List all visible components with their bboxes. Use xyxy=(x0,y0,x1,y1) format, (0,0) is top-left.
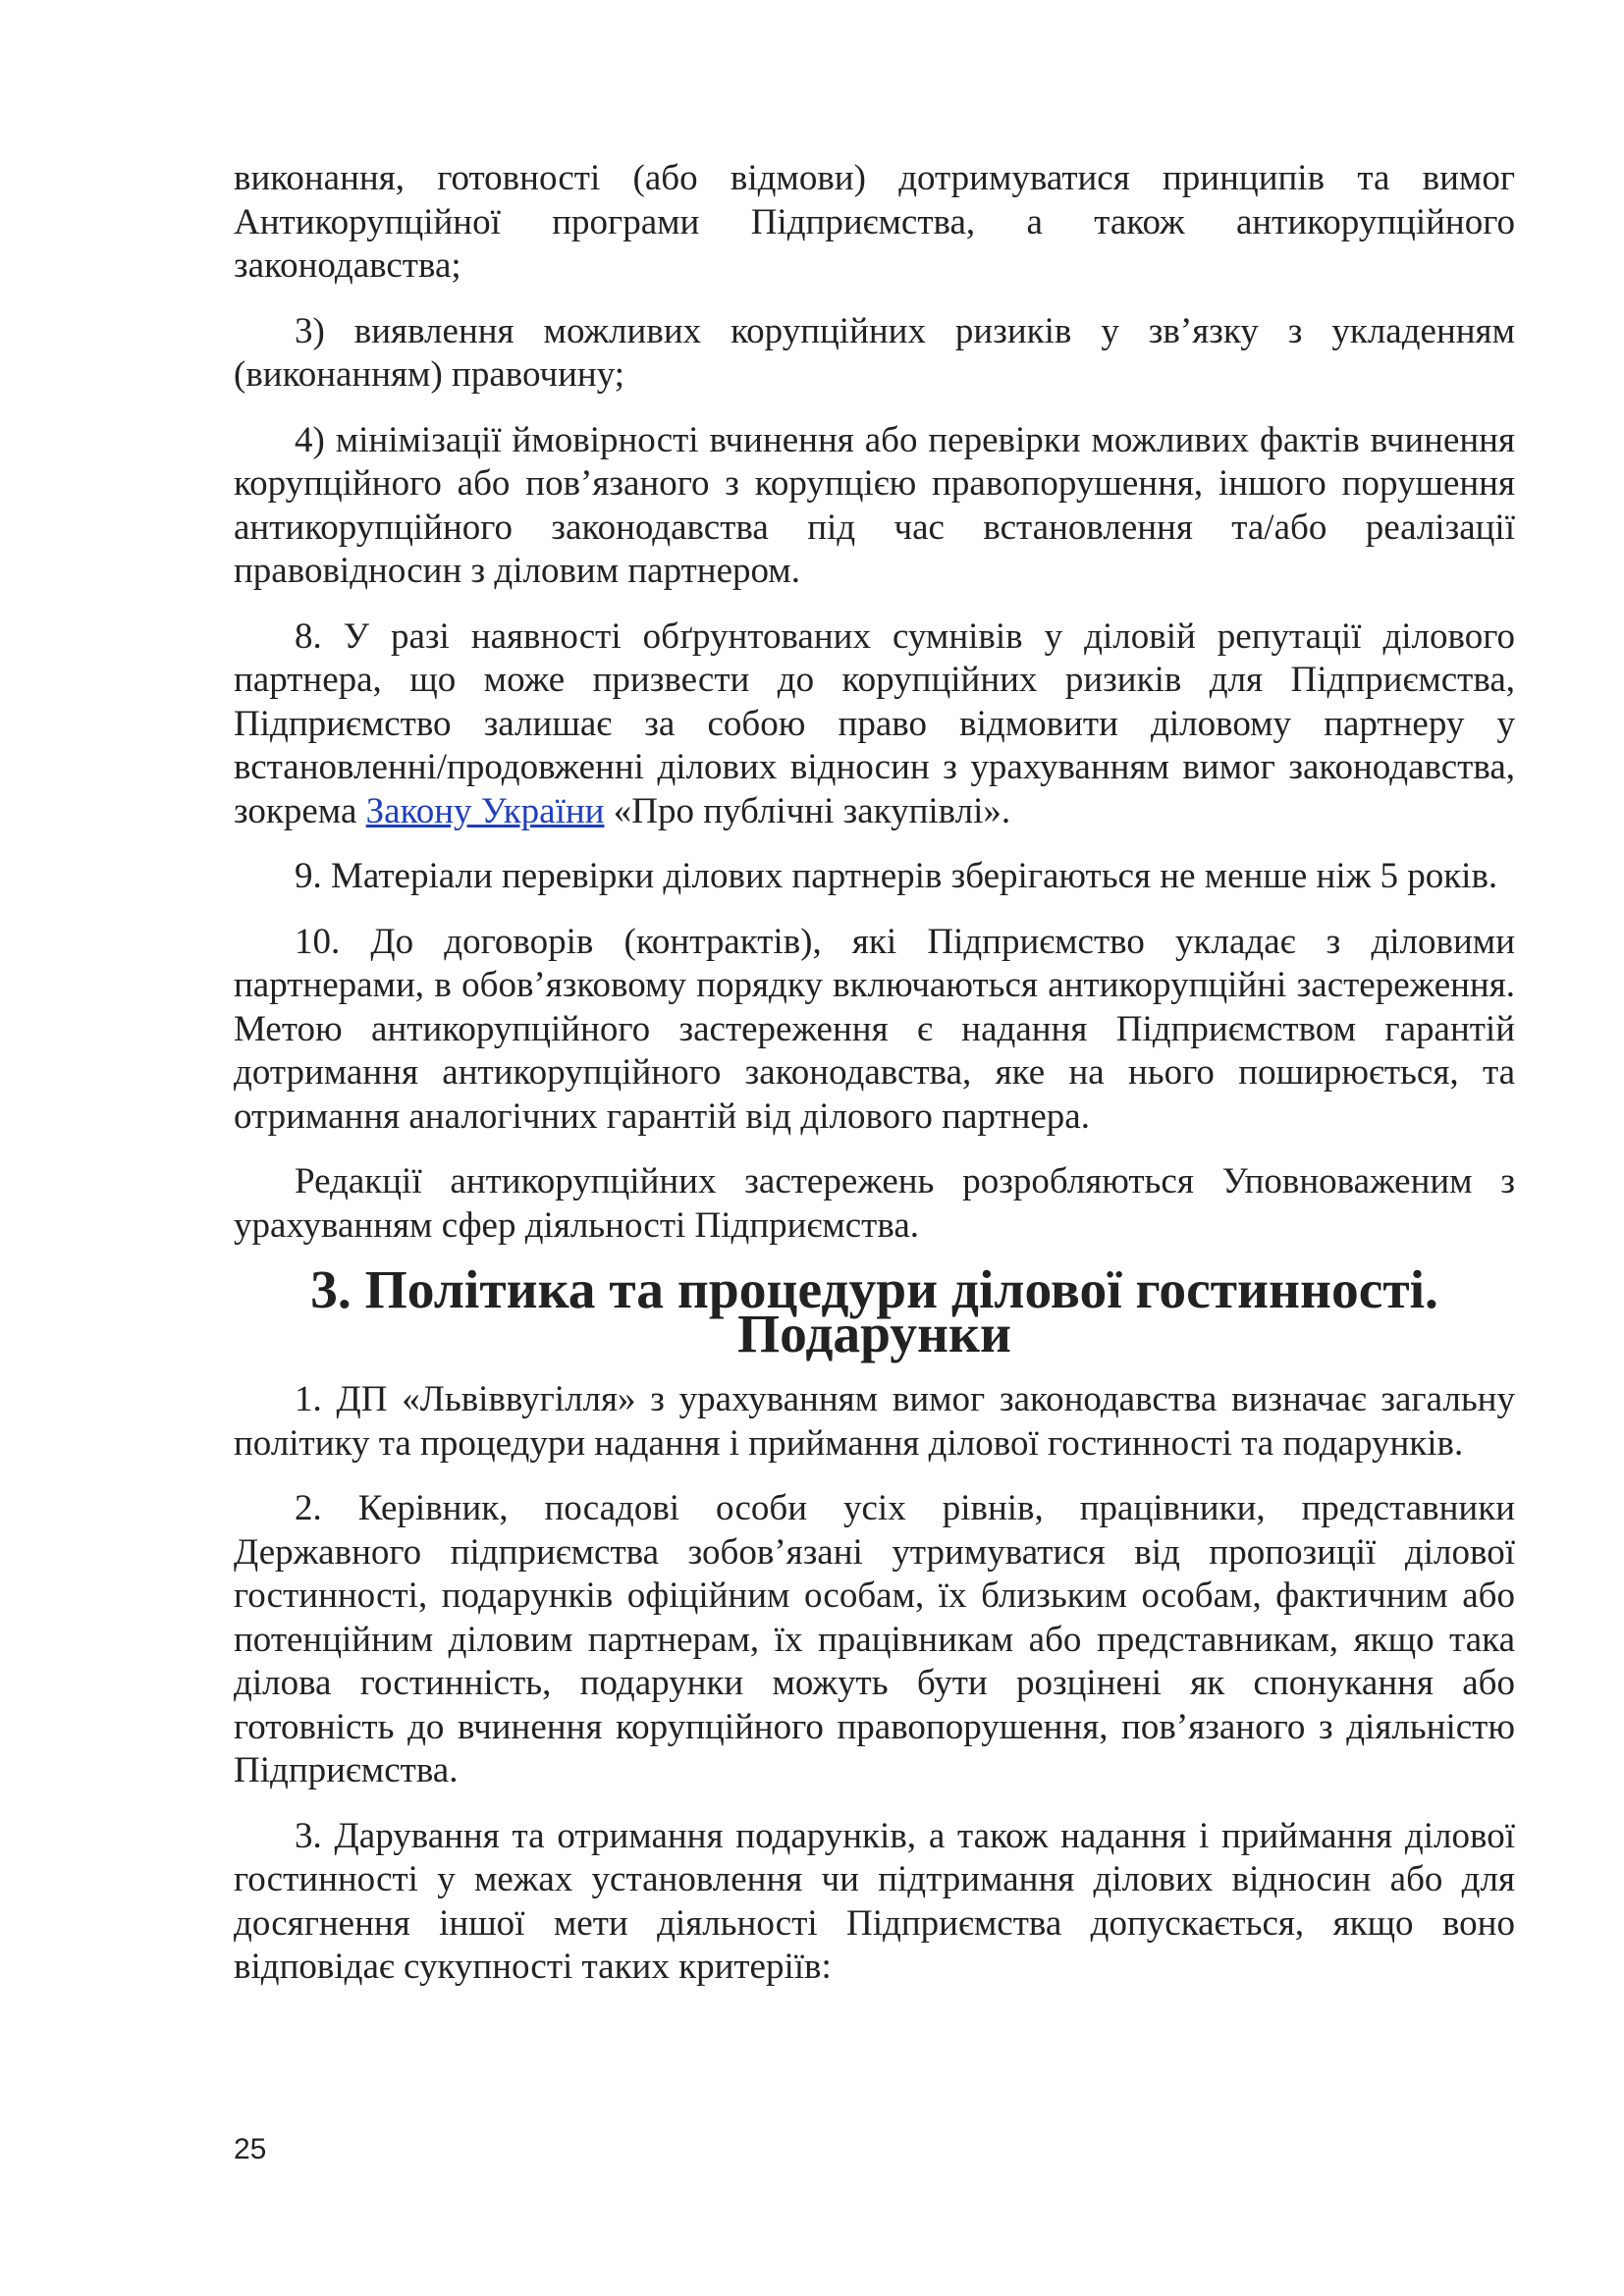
section-heading: 3. Політика та процедури ділової гостинності. Подарунки xyxy=(310,1260,1438,1364)
paragraph-item-4: 4) мінімізації ймовірності вчинення або перевірки можливих фактів вчинення корупційного або пов’язаного з корупцією правопорушення, іншого порушення антикорупційного законодавства під час встановлення та/або реалізації правовідносин з діловим партнером. xyxy=(234,419,1515,591)
paragraph-9: 9. Матеріали перевірки ділових партнерів зберігаються не менше ніж 5 років. xyxy=(295,856,1498,896)
section-paragraph-1: 1. ДП «Львіввугілля» з урахуванням вимог законодавства визначає загальну політику та процедури надання і приймання ділової гостинності та подарунків. xyxy=(234,1379,1515,1464)
paragraph-8 xyxy=(234,615,1515,834)
document-page xyxy=(234,157,1515,2011)
paragraph-10: 10. До договорів (контрактів), які Підприємство укладає з діловими партнерами, в обов’язковому порядку включаються антикорупційні застереження. Метою антикорупційного застереження є надання Підприємством гарантій дотримання антикорупційного законодавства, яке на нього поширюється, та отримання аналогічних гарантій від ділового партнера. xyxy=(234,921,1515,1137)
law-of-ukraine-link[interactable]: Закону України xyxy=(365,790,605,831)
paragraph-clauses-note: Редакції антикорупційних застережень розробляються Уповноваженим з урахуванням сфер діяльності Підприємства. xyxy=(234,1161,1515,1246)
section-paragraph-3: 3. Дарування та отримання подарунків, а також надання і приймання ділової гостинності у межах установлення чи підтримання ділових відносин або для досягнення іншої мети діяльності Підприємства допускається, якщо воно відповідає сукупності таких критеріїв: xyxy=(234,1815,1515,1987)
paragraph-8-text-before: 8. У разі наявності обґрунтованих сумнівів у діловій репутації ділового партнера, що може призвести до корупційних ризиків для Підприємства, Підприємство залишає за собою право відмовити діловому партнеру у встановленні/продовженні ділових відносин з урахуванням вимог законодавства, зокрема xyxy=(234,615,1515,831)
paragraph-8-text-after: «Про публічні закупівлі». xyxy=(604,790,1011,831)
page-number: 25 xyxy=(234,2133,267,2165)
section-paragraph-2: 2. Керівник, посадові особи усіх рівнів, працівники, представники Державного підприємства зобов’язані утримуватися від пропозиції ділової гостинності, подарунків офіційним особам, їх близьким особам, фактичним або потенційним діловим партнерам, їх працівникам або представникам, якщо така ділова гостинність, подарунки можуть бути розцінені як спонукання або готовність до вчинення корупційного правопорушення, пов’язаного з діяльністю Підприємства. xyxy=(234,1488,1515,1790)
paragraph-continuation: виконання, готовності (або відмови) дотримуватися принципів та вимог Антикорупційної програми Підприємства, а також антикорупційного законодавства; xyxy=(234,158,1515,286)
paragraph-item-3: 3) виявлення можливих корупційних ризиків у зв’язку з укладенням (виконанням) правочину; xyxy=(234,310,1515,395)
